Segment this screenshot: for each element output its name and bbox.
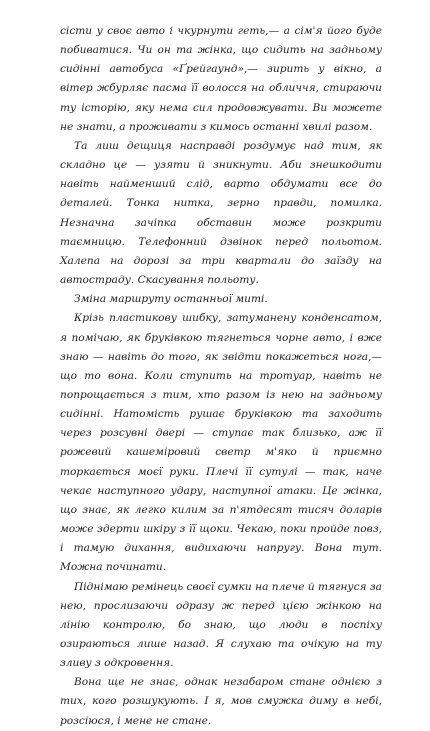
paragraph-4: Крізь пластикову шибку, затуманену конденсатом, я помічаю, як бруківкою тягнеться чорне авто, і вже знаю — навіть до того, як звідти покажеться нога,— що то вона. Коли ступить на тротуар, навіть не попрощається з тим, хто разом із нею на задньому сидінні. Натомість рушає бруківкою та заходить через розсувні двері — ступає так близько, аж її рожевий кашеміровий светр м'яко й приємно торкається моєї руки. Плечі її сутулі — так, наче чекає наступного удару, наступної атаки. Це жінка, що знає, як легко килим за п'ятдесят тисяч доларів може здерти шкіру з її щоки. Чекаю, поки пройде повз, і тамую дихання, видихаючи напругу. Вона тут. Можна починати. (60, 312, 382, 574)
paragraph-1: сісти у своє авто і чкурнути геть,— а сім'я його буде побиватися. Чи он та жінка, що сидить на задньому сидінні автобуса «Ґрейгаунд»,— зирить у вікно, а вітер жбурляє пасма її волосся на обличчя, стираючи ту історію, яку нема сил продовжувати. Ви можете не знати, а проживати з кимось останні хвилі разом. (60, 25, 382, 133)
paragraph-5: Піднімаю ремінець своєї сумки на плече й тягнуся за нею, прослизаючи одразу ж перед цією жінкою на лінію контролю, бо знаю, що люди в поспіху озираються лише назад. Я слухаю та очікую на ту зливу з одкровення. (60, 580, 382, 670)
paragraph-3: Зміна маршруту останньої миті. (74, 293, 268, 306)
paragraph-6: Вона ще не знає, однак незабаром стане однією з тих, кого розшукують. І я, мов смужка диму в небі, розсіюся, і мене не стане. (60, 676, 382, 727)
paragraph-2: Та лиш дещиця насправді роздумує над тим, як складно це — узяти й зникнути. Аби знешкодити навіть найменший слід, варто обдумати все до деталей. Тонка нитка, зерно правди, помилка. Незначна зачіпка обставин може розкрити таємницю. Телефонний дзвінок перед польотом. Халепа на дорозі за три квартали до заїзду на автостраду. Скасування польоту. (60, 139, 382, 287)
book-page (60, 22, 382, 731)
